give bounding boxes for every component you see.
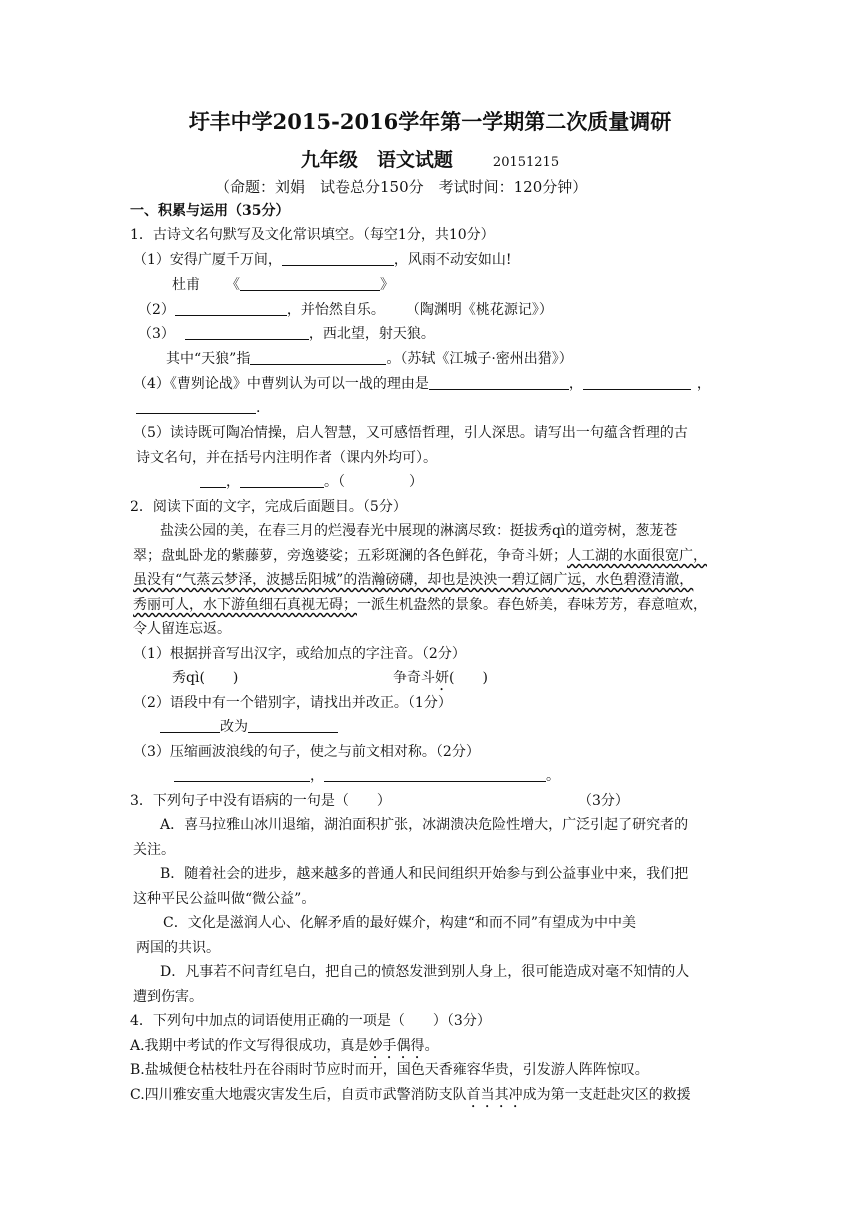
passage-text: 一派生机盎然的景象。春色娇美，春味芳芳，春意喧欢， — [357, 597, 707, 613]
answer-blank[interactable] — [185, 324, 309, 340]
q2-sub1: （1）根据拼音写出汉字，或给加点的字注音。（2分） — [133, 646, 466, 662]
q1-stem: 1．古诗文名句默写及文化常识填空。（每空1分，共10分） — [130, 227, 495, 243]
period: 。 — [424, 1038, 439, 1054]
answer-blank[interactable] — [136, 398, 256, 414]
q4-stem: 4．下列句中加点的词语使用正确的一项是（ ）（3分） — [130, 1013, 491, 1029]
q3-option-a[interactable]: A．喜马拉雅山冰川退缩，湖泊面积扩张，冰湖溃决危险性增大，广泛引起了研究者的 — [160, 817, 689, 833]
q2-passage-line2 — [133, 546, 707, 566]
wavy-sentence: 虽没有“气蒸云梦泽，波撼岳阳城”的浩瀚磅礴，却也是泱泱一碧辽阔广远，水色碧澄清澈， — [133, 572, 694, 588]
q1-item3-sub — [166, 349, 573, 369]
q1-2-text: ，并怡然自乐。 — [286, 302, 385, 318]
option-text-end: 成为第一支赶赴灾区的救援 — [522, 1087, 691, 1103]
answer-blank[interactable] — [248, 717, 338, 733]
q3-stem: 3．下列句子中没有语病的一句是（ ） — [130, 793, 391, 809]
q1-2-num: （2） — [138, 302, 175, 318]
exam-title: 圩丰中学2015-2016学年第一学期第二次质量调研 — [188, 109, 672, 134]
q1-item4-cont — [136, 398, 260, 418]
q2-sub2-answer — [160, 717, 338, 737]
comma: ， — [226, 474, 240, 490]
q4-option-a[interactable] — [130, 1036, 439, 1062]
q2-passage-line5: 令人留连忘返。 — [133, 621, 231, 637]
q1-3-sub-text: 其中“天狼”指 — [166, 351, 251, 367]
q1-item2 — [138, 300, 553, 320]
period: . — [256, 400, 261, 416]
answer-blank[interactable] — [282, 250, 394, 266]
section-heading: 一、积累与运用（35分） — [130, 203, 290, 219]
author-bracket-close: ） — [409, 474, 423, 490]
q1-1-text-end: ，风雨不动安如山! — [393, 252, 512, 268]
wavy-sentence: 秀丽可人，水下游鱼细石真视无碍； — [133, 597, 357, 613]
exam-date: 20151215 — [492, 155, 560, 170]
dotted-phrase: 妙手偶得 — [368, 1038, 425, 1054]
q1-4-text: （4）《曹刿论战》中曹刿认为可以一战的理由是 — [133, 376, 429, 392]
answer-blank[interactable] — [174, 766, 310, 782]
q3-option-a-cont: 关注。 — [133, 842, 175, 858]
q2-sub1-b[interactable] — [393, 668, 488, 694]
q3-option-c-cont: 两国的共识。 — [136, 940, 220, 956]
q1-item3 — [138, 324, 435, 344]
answer-blank[interactable] — [429, 374, 569, 390]
author-bracket-open: 。（ — [324, 474, 345, 490]
answer-blank[interactable] — [250, 349, 386, 365]
q4-option-b[interactable]: B.盐城便仓枯枝牡丹在谷雨时节应时而开，国色天香雍容华贵，引发游人阵阵惊叹。 — [130, 1062, 649, 1078]
q1-2-source: （陶渊明《桃花源记》） — [412, 302, 553, 318]
dotted-char: 妍 — [435, 670, 449, 686]
q1-1-text: （1）安得广厦千万间， — [133, 252, 282, 268]
q3-score: （3分） — [578, 793, 629, 809]
answer-blank[interactable] — [240, 472, 324, 488]
answer-blank[interactable] — [200, 472, 226, 488]
exam-meta: （命题：刘娟 试卷总分150分 考试时间：120分钟） — [215, 178, 588, 196]
exam-subtitle — [0, 150, 860, 173]
dotted-phrase: 首当其冲 — [466, 1087, 523, 1103]
author-name: 杜甫 — [172, 277, 200, 293]
q1-3-num: （3） — [138, 326, 175, 342]
bracket-close: 》 — [380, 277, 394, 293]
bracket-open: 《 — [226, 277, 240, 293]
q2-stem: 2．阅读下面的文字，完成后面题目。（5分） — [130, 499, 407, 515]
q1-item1-author — [172, 275, 394, 295]
answer-blank[interactable] — [160, 717, 220, 733]
q4-option-c[interactable] — [130, 1085, 691, 1111]
answer-blank[interactable] — [324, 766, 546, 782]
q3-option-c[interactable]: C．文化是滋润人心、化解矛盾的最好媒介，构建“和而不同”有望成为中中美 — [163, 915, 637, 931]
q3-option-b-cont: 这种平民公益叫做“微公益”。 — [133, 891, 316, 907]
q3-option-d-cont: 遭到伤害。 — [133, 989, 203, 1005]
q2-passage-line3 — [133, 570, 693, 590]
comma: ， — [696, 376, 711, 392]
option-text: C.四川雅安重大地震灾害发生后，自贡市武警消防支队 — [130, 1087, 467, 1103]
q2-sub1-a[interactable]: 秀qì( ) — [172, 670, 239, 686]
sub1b-blank: ( ) — [449, 670, 488, 686]
q2-passage-line1: 盐渎公园的美，在春三月的烂漫春光中展现的淋漓尽致：挺拔秀qì的道旁树，葱茏苍 — [160, 523, 678, 539]
q1-item4 — [133, 374, 711, 394]
q1-item5-line1: （5）读诗既可陶冶情操，启人智慧，又可感悟哲理，引人深思。请写出一句蕴含哲理的古 — [133, 425, 688, 441]
change-to-label: 改为 — [220, 719, 248, 735]
subtitle-text: 九年级 语文试题 — [300, 149, 453, 171]
q3-option-b[interactable]: B．随着社会的进步，越来越多的普通人和民间组织开始参与到公益事业中来，我们把 — [160, 866, 689, 882]
option-text: A.我期中考试的作文写得很成功，真是 — [130, 1038, 369, 1054]
q2-sub2: （2）语段中有一个错别字，请找出并改正。（1分） — [133, 695, 452, 711]
period: 。 — [546, 768, 560, 784]
q1-item1 — [133, 250, 512, 270]
answer-blank[interactable] — [583, 374, 691, 390]
q1-3-source: 。（苏轼《江城子·密州出猎》） — [386, 351, 573, 367]
comma: ， — [568, 376, 583, 392]
q1-3-text: ，西北望，射天狼。 — [308, 326, 435, 342]
q1-item5-answer — [200, 472, 423, 492]
q2-sub3: （3）压缩画波浪线的句子，使之与前文相对称。（2分） — [133, 744, 480, 760]
comma: ， — [310, 768, 324, 784]
answer-blank[interactable] — [175, 300, 287, 316]
answer-blank[interactable] — [240, 275, 380, 291]
q1-item5-line2: 诗文名句，并在括号内注明作者（课内外均可）。 — [136, 450, 437, 466]
wavy-sentence: 人工湖的水面很宽广， — [567, 548, 707, 564]
passage-text: 翠；盘虬卧龙的紫藤萝，旁逸婆娑；五彩斑澜的各色鲜花，争奇斗妍； — [133, 548, 567, 564]
q3-option-d[interactable]: D．凡事若不问青红皂白，把自己的愤怒发泄到别人身上，很可能造成对毫不知情的人 — [160, 964, 690, 980]
q2-sub3-answer — [174, 766, 560, 786]
sub1b-text: 争奇斗 — [393, 670, 435, 686]
q2-passage-line4 — [133, 595, 707, 615]
